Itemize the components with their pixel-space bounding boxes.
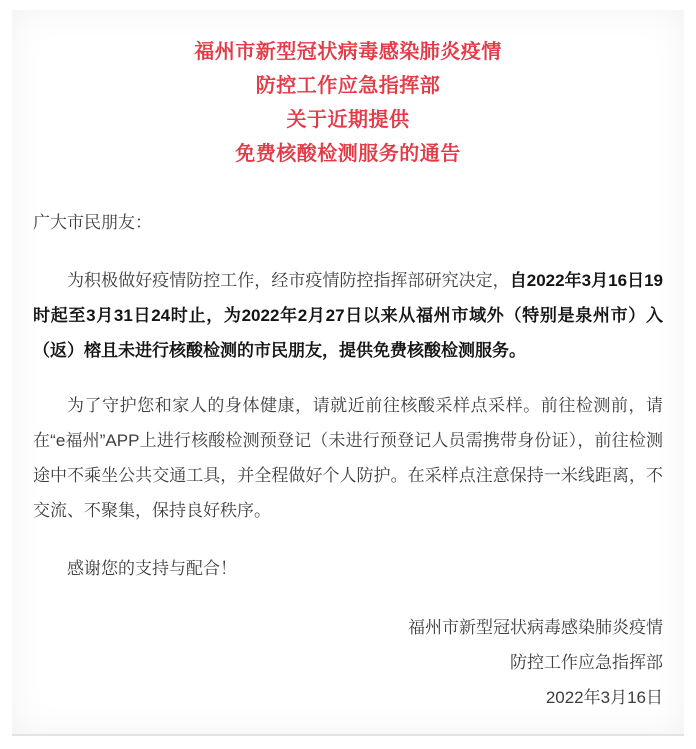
notice-title bbox=[33, 35, 663, 171]
signature-date: 2022年3月16日 bbox=[545, 688, 663, 707]
paragraph-instructions: 为了守护您和家人的身体健康，请就近前往核酸采样点采样。前往检测前，请在“e福州”APP上进行核酸检测预登记（未进行预登记人员需携带身份证），前往检测途中不乘坐公共交通工具，并全程做好个人防护。在采样点注意保持一米线距离，不交流、不聚集，保持良好秩序。 bbox=[33, 396, 663, 520]
title-line-3: 关于近期提供 bbox=[286, 109, 410, 131]
notice-card bbox=[12, 10, 684, 736]
title-line-1: 福州市新型冠状病毒感染肺炎疫情 bbox=[194, 41, 502, 63]
paragraph-main-bold-text: 自2022年3月16日19时起至3月31日24时止，为2022年2月27日以来从福州市域外（特别是泉州市）入（返）榕且未进行核酸检测的市民朋友，提供免费核酸检测服务。 bbox=[33, 271, 664, 360]
paragraph-main-regular-text: 为积极做好疫情防控工作，经市疫情防控指挥部研究决定， bbox=[67, 271, 510, 290]
signature-block bbox=[33, 610, 663, 715]
salutation: 广大市民朋友： bbox=[33, 213, 152, 232]
title-line-4: 免费核酸检测服务的通告 bbox=[235, 143, 461, 165]
signature-org-line-1: 福州市新型冠状病毒感染肺炎疫情 bbox=[408, 618, 663, 637]
paragraph-thanks: 感谢您的支持与配合！ bbox=[67, 559, 237, 578]
title-line-2: 防控工作应急指挥部 bbox=[255, 75, 441, 97]
paragraph-main bbox=[33, 263, 663, 368]
signature-org-line-2: 防控工作应急指挥部 bbox=[510, 653, 663, 672]
notice-content bbox=[12, 35, 684, 715]
